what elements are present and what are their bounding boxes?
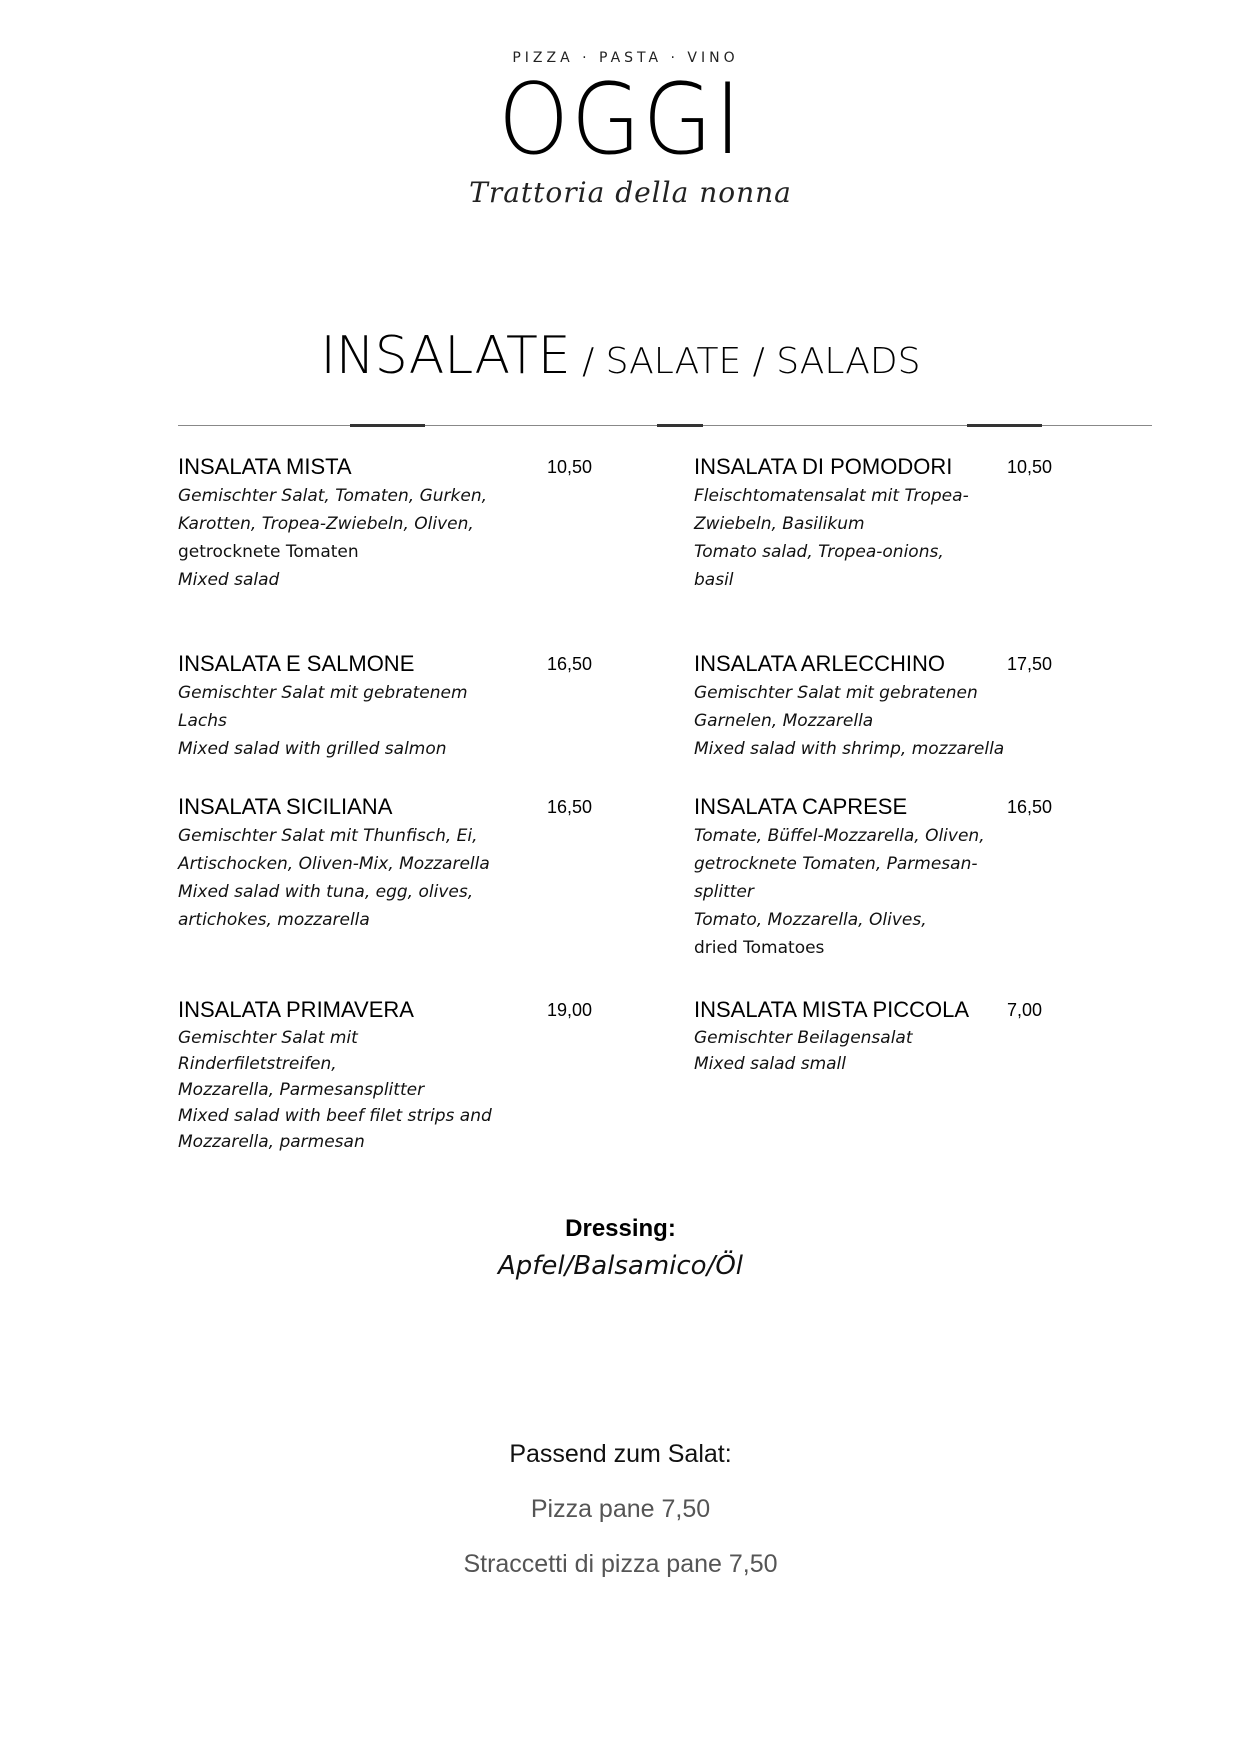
divider-accent	[967, 424, 1042, 427]
dressing-label: Dressing:	[565, 1215, 676, 1242]
menu-item	[178, 452, 508, 594]
menu-item-description: Gemischter Beilagensalat Mixed salad small	[694, 1028, 913, 1074]
page-title-sub: / SALATE / SALADS	[570, 341, 921, 382]
menu-item	[178, 649, 508, 763]
menu-item	[694, 995, 1024, 1077]
menu-item-price: 17,50	[1007, 654, 1053, 674]
menu-item	[178, 995, 508, 1155]
menu-item-name: INSALATA DI POMODORI	[694, 454, 953, 479]
logo-tagline: PIZZA · PASTA · VINO	[512, 50, 739, 66]
menu-item-description: Mixed salad	[178, 570, 280, 590]
menu-item-description: Gemischter Salat mit Rinderfiletstreifen, Mozzarella, Parmesansplitter Mixed salad with beef filet strips and Mozzarella, parmesan	[178, 1028, 492, 1152]
menu-item-description: dried Tomatoes	[694, 938, 825, 958]
extras-item: Straccetti di pizza pane 7,50	[463, 1550, 778, 1578]
menu-item-name: INSALATA MISTA	[178, 454, 352, 479]
menu-item-description: Gemischter Salat mit Thunfisch, Ei, Artischocken, Oliven-Mix, Mozzarella Mixed salad with tuna, egg, olives, artichokes, mozzarella	[178, 826, 490, 930]
menu-item-price: 7,00	[1007, 1000, 1043, 1020]
menu-item-name: INSALATA ARLECCHINO	[694, 651, 946, 676]
menu-item-name: INSALATA PRIMAVERA	[178, 997, 414, 1022]
menu-item-name: INSALATA E SALMONE	[178, 651, 415, 676]
extras-section	[0, 1440, 1241, 1579]
menu-item-price: 16,50	[547, 654, 593, 674]
menu-item-description: Gemischter Salat, Tomaten, Gurken, Karotten, Tropea-Zwiebeln, Oliven,	[178, 486, 488, 534]
menu-item-price: 10,50	[1007, 457, 1053, 477]
menu-item-price: 19,00	[547, 1000, 593, 1020]
menu-item-description: Gemischter Salat mit gebratenen Garnelen, Mozzarella Mixed salad with shrimp, mozzarella	[694, 683, 1005, 759]
logo-brand-name: OGGI	[498, 63, 743, 177]
divider-accent	[350, 424, 425, 427]
menu-item	[178, 792, 508, 934]
menu-item-description: Gemischter Salat mit gebratenem Lachs Mixed salad with grilled salmon	[178, 683, 468, 759]
menu-item-name: INSALATA SICILIANA	[178, 794, 393, 819]
menu-item-price: 16,50	[1007, 797, 1053, 817]
menu-item-name: INSALATA MISTA PICCOLA	[694, 997, 970, 1022]
restaurant-logo	[0, 50, 1241, 209]
menu-item-price: 10,50	[547, 457, 593, 477]
menu-item-price: 16,50	[547, 797, 593, 817]
menu-item-description: Tomate, Büffel-Mozzarella, Oliven, getrocknete Tomaten, Parmesan- splitter Tomato, Mozzarella, Olives,	[694, 826, 985, 930]
divider-accent	[657, 424, 703, 427]
menu-item	[694, 649, 1024, 763]
logo-script-subtitle: Trattoria della nonna	[469, 176, 792, 209]
dressing-section	[0, 1215, 1241, 1281]
menu-item	[694, 792, 1024, 962]
extras-item: Pizza pane 7,50	[530, 1495, 711, 1523]
menu-item-name: INSALATA CAPRESE	[694, 794, 908, 819]
page-title	[0, 326, 1241, 386]
menu-item-description: Fleischtomatensalat mit Tropea- Zwiebeln, Basilikum Tomato salad, Tropea-onions, basil	[694, 486, 969, 590]
page-title-main: INSALATE	[320, 326, 571, 386]
extras-label: Passend zum Salat:	[509, 1440, 732, 1468]
dressing-options: Apfel/Balsamico/Öl	[497, 1251, 744, 1281]
menu-item	[694, 452, 1024, 594]
menu-item-description: getrocknete Tomaten	[178, 542, 359, 562]
